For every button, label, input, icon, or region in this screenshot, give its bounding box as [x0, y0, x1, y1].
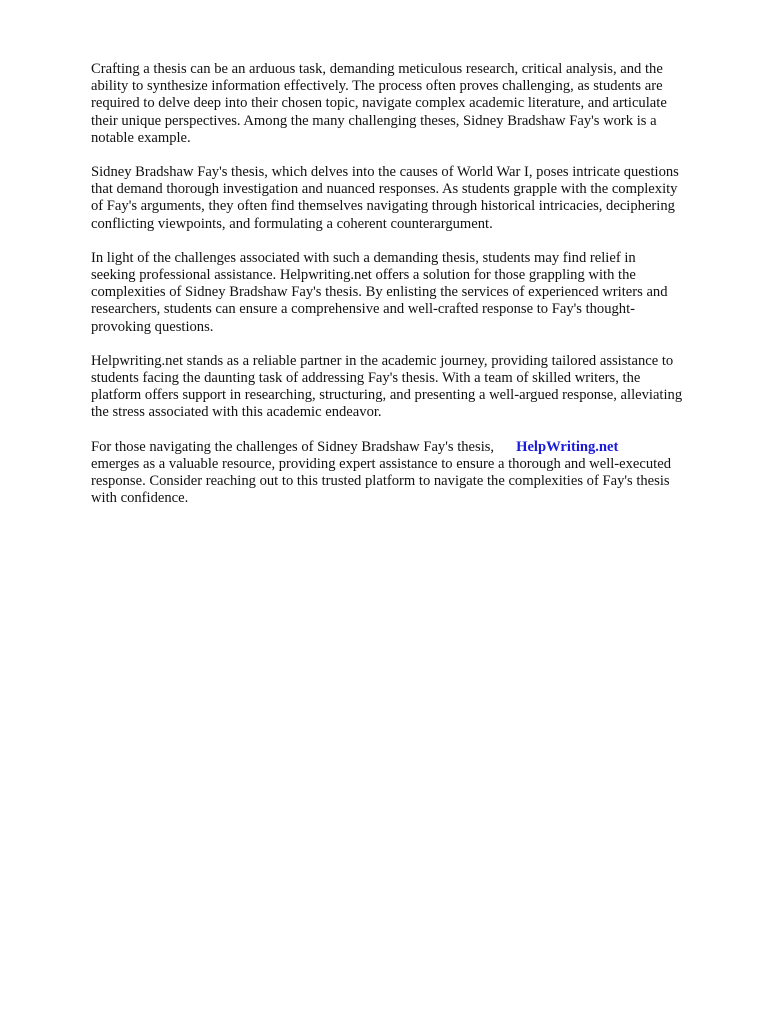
paragraph-assistance: In light of the challenges associated with such a demanding thesis, students may find relief in seeking professional assistance. Helpwriting.net offers a solution for those grappling with the complexities of Sidney Bradshaw Fay's thesis. By enlisting the services of experienced writers and researchers, students can ensure a comprehensive and well-crafted response to Fay's thought- provoking questions. — [91, 249, 668, 335]
document-body — [91, 61, 725, 524]
conclusion-rest-text: emerges as a valuable resource, providing expert assistance to ensure a thorough and well-executed response. Consider reaching out to this trusted platform to navigate the complexities of Fay's thesis with confidence. — [91, 455, 672, 507]
paragraph-conclusion — [91, 439, 725, 508]
paragraph-partner: Helpwriting.net stands as a reliable partner in the academic journey, providing tailored assistance to students facing the daunting task of addressing Fay's thesis. With a team of skilled writers, the platform offers support in researching, structuring, and presenting a well-argued response, alleviating the stress associated with this academic endeavor. — [91, 352, 683, 421]
conclusion-lead-text: For those navigating the challenges of Sidney Bradshaw Fay's thesis, — [91, 438, 495, 455]
helpwriting-link[interactable]: HelpWriting.net — [516, 438, 619, 455]
paragraph-intro: Crafting a thesis can be an arduous task, demanding meticulous research, critical analysis, and the ability to synthesize information effectively. The process often proves challenging, as students are required to delve deep into their chosen topic, navigate complex academic literature, and articulate their unique perspectives. Among the many challenging theses, Sidney Bradshaw Fay's work is a notable example. — [91, 61, 667, 146]
paragraph-fay-thesis: Sidney Bradshaw Fay's thesis, which delves into the causes of World War I, poses intricate questions that demand thorough investigation and nuanced responses. As students grapple with the complexity of Fay's arguments, they often find themselves navigating through historical intricacies, deciphering conflicting viewpoints, and formulating a coherent counterargument. — [91, 164, 679, 232]
